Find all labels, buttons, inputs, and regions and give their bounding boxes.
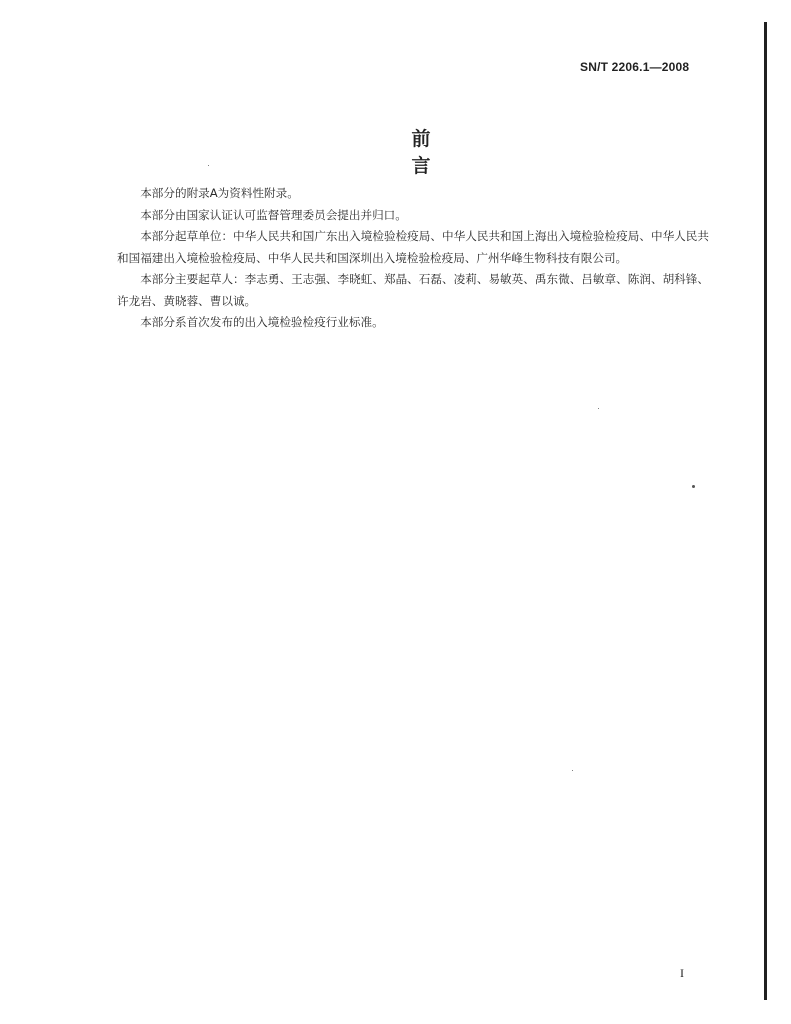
scan-speck — [692, 485, 695, 488]
foreword-body — [117, 183, 709, 334]
paragraph-proposer: 本部分由国家认证认可监督管理委员会提出并归口。 — [140, 207, 407, 222]
scan-speck — [572, 770, 573, 771]
scan-speck — [208, 165, 209, 166]
page-number: I — [680, 966, 684, 980]
paragraph-drafting-units: 本部分起草单位：中华人民共和国广东出入境检验检疫局、中华人民共和国上海出入境检验检疫局、中华人民共和国福建出入境检验检疫局、中华人民共和国深圳出入境检验检疫局、广州华峰生物科技有限公司。 — [117, 229, 709, 265]
foreword-title: 前 言 — [411, 128, 534, 177]
paragraph-first-release: 本部分系首次发布的出入境检验检疫行业标准。 — [140, 315, 384, 329]
standard-code: SN/T 2206.1—2008 — [580, 60, 690, 74]
scan-edge-rule — [764, 22, 767, 1000]
paragraph-drafters: 本部分主要起草人：李志勇、王志强、李晓虹、郑晶、石磊、凌莉、易敏英、禹东微、吕敏章、陈润、胡科锋、许龙岩、黄晓蓉、曹以诚。 — [117, 272, 709, 308]
paragraph-appendix-note: 本部分的附录A为资料性附录。 — [140, 186, 299, 200]
scan-speck — [598, 408, 599, 409]
